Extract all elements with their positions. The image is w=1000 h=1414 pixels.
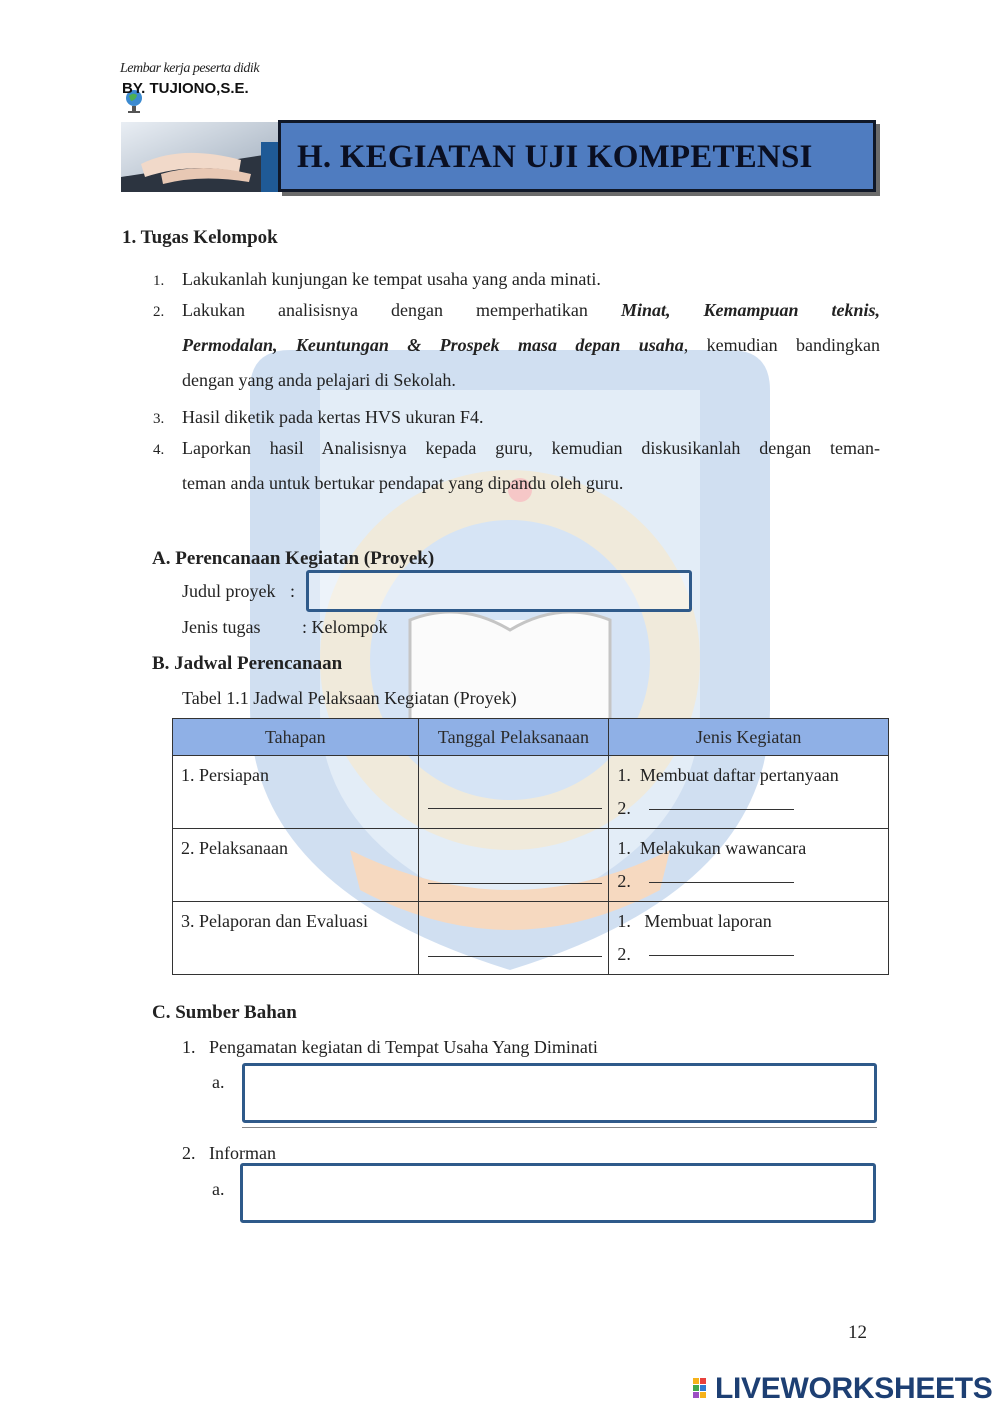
tugas-item-4-line-1: Laporkan hasil Analisisnya kepada guru, kemudian diskusikanlah dengan teman-: [182, 438, 880, 458]
column-header: Jenis Kegiatan: [609, 719, 889, 756]
kegiatan-1: Membuat daftar pertanyaan: [639, 765, 839, 785]
informan-answer-field[interactable]: [240, 1163, 876, 1223]
column-header: Tahapan: [173, 719, 419, 756]
tanggal-blank[interactable]: [428, 808, 602, 809]
list-number: 4.: [153, 442, 165, 458]
sumber-item-1: 1. Pengamatan kegiatan di Tempat Usaha Yang Diminati: [182, 1037, 598, 1057]
kegiatan-2-blank[interactable]: [649, 955, 794, 956]
table-row: [173, 902, 889, 975]
tugas-item-2-emphasis-1: Minat, Kemampuan teknis,: [620, 300, 881, 320]
pengamatan-answer-field[interactable]: [242, 1063, 877, 1123]
table-row: [173, 756, 889, 829]
kegiatan-1: Membuat laporan: [644, 911, 772, 931]
liveworksheets-icon: [693, 1378, 713, 1400]
judul-proyek-colon: :: [290, 581, 296, 601]
kegiatan-2-blank[interactable]: [649, 809, 794, 810]
worksheet-subtitle: Lembar kerja peserta didik: [120, 61, 260, 76]
tugas-item-1: Lakukanlah kunjungan ke tempat usaha yang anda minati.: [182, 269, 601, 289]
tugas-item-2-tail: , kemudian bandingkan: [683, 335, 880, 355]
tahapan-cell: 1. Persiapan: [181, 765, 269, 785]
jenis-tugas-value: : Kelompok: [302, 617, 388, 637]
list-number: 2.: [153, 304, 165, 320]
tugas-item-2-line-1: [182, 293, 880, 328]
table-caption: Tabel 1.1 Jadwal Pelaksaan Kegiatan (Proyek): [182, 688, 517, 708]
kegiatan-1: Melakukan wawancara: [639, 838, 807, 858]
schedule-table: [172, 718, 889, 975]
tugas-item-2-line-3: dengan yang anda pelajari di Sekolah.: [182, 370, 456, 390]
kegiatan-2-blank[interactable]: [649, 882, 794, 883]
table-header-row: [173, 719, 889, 756]
keyboard-photo: [121, 122, 283, 192]
jenis-tugas-label: Jenis tugas: [182, 617, 261, 637]
list-number: 3.: [153, 411, 165, 427]
page-number: 12: [848, 1322, 867, 1343]
kegiatan-num: 1.: [617, 765, 631, 785]
judul-proyek-input[interactable]: [306, 570, 692, 612]
tugas-item-2-line-2: [182, 328, 880, 363]
kegiatan-num: 2.: [617, 798, 631, 818]
tugas-item-3: Hasil diketik pada kertas HVS ukuran F4.: [182, 407, 484, 427]
tugas-item-2-emphasis-2: Permodalan, Keuntungan & Prospek masa depan usaha: [182, 335, 684, 355]
list-number: 1.: [153, 273, 165, 289]
divider: [242, 1127, 877, 1128]
section-c-heading: C. Sumber Bahan: [152, 1002, 297, 1023]
author-label: BY. TUJIONO,S.E.: [122, 80, 249, 97]
judul-proyek-label: Judul proyek: [182, 581, 276, 601]
tanggal-blank[interactable]: [428, 956, 602, 957]
tanggal-blank[interactable]: [428, 883, 602, 884]
tahapan-cell: 2. Pelaksanaan: [181, 838, 288, 858]
sumber-item-1-a: a.: [212, 1072, 225, 1092]
tugas-item-4-line-2: teman anda untuk bertukar pendapat yang dipandu oleh guru.: [182, 473, 624, 493]
tahapan-cell: 3. Pelaporan dan Evaluasi: [181, 911, 368, 931]
tugas-item-2-lead: Lakukan analisisnya dengan memperhatikan: [182, 300, 588, 320]
sumber-item-2-a: a.: [212, 1179, 225, 1199]
tugas-heading: 1. Tugas Kelompok: [122, 227, 278, 248]
section-b-heading: B. Jadwal Perencanaan: [152, 653, 343, 674]
kegiatan-num: 2.: [617, 944, 631, 964]
liveworksheets-wordmark: LIVEWORKSHEETS: [715, 1372, 993, 1405]
section-banner: [278, 120, 876, 192]
section-a-heading: A. Perencanaan Kegiatan (Proyek): [152, 548, 435, 569]
table-row: [173, 829, 889, 902]
sumber-item-2: 2. Informan: [182, 1143, 276, 1163]
kegiatan-num: 1.: [617, 838, 631, 858]
column-header: Tanggal Pelaksanaan: [418, 719, 609, 756]
banner-title: H. KEGIATAN UJI KOMPETENSI: [297, 139, 813, 175]
kegiatan-num: 1.: [617, 911, 631, 931]
kegiatan-num: 2.: [617, 871, 631, 891]
